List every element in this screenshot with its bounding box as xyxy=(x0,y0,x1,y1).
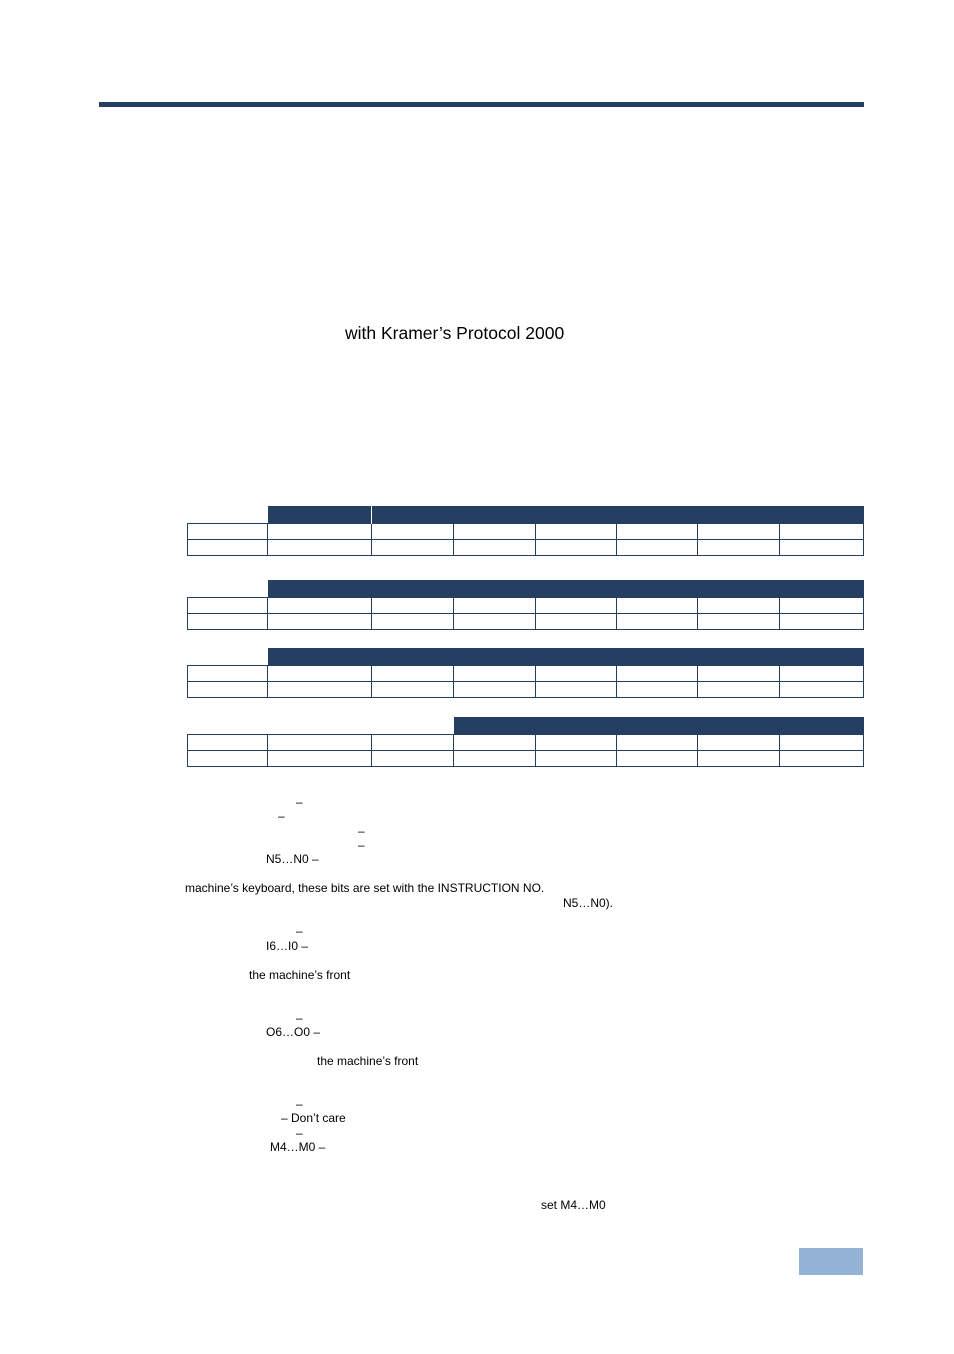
note-text: – xyxy=(296,1126,303,1140)
page-number-tab xyxy=(799,1248,863,1275)
note-text: – xyxy=(296,795,303,809)
note-text: I6…I0 – xyxy=(266,939,309,953)
note-text: N5…N0). xyxy=(563,896,614,910)
note-text: – xyxy=(358,824,365,838)
note-text: – Don’t care xyxy=(281,1111,346,1125)
note-text: N5…N0 – xyxy=(266,852,319,866)
byte-1-table xyxy=(187,506,864,556)
note-text: – xyxy=(278,809,285,823)
table-row xyxy=(188,614,864,630)
note-text: – xyxy=(296,924,303,938)
note-text: – xyxy=(296,1011,303,1025)
byte-3-table xyxy=(187,648,864,698)
note-text: – xyxy=(358,838,365,852)
note-text: the machine’s front xyxy=(249,968,351,982)
note-text: M4…M0 – xyxy=(270,1140,326,1154)
note-text: set M4…M0 xyxy=(541,1198,606,1212)
table-row xyxy=(188,598,864,614)
byte-2-table xyxy=(187,580,864,630)
table-row xyxy=(188,524,864,540)
byte-4-table xyxy=(187,717,864,767)
table-row xyxy=(188,735,864,751)
section-subtitle: with Kramer’s Protocol 2000 xyxy=(345,323,565,343)
header-rule xyxy=(99,102,864,107)
note-text: – xyxy=(296,1097,303,1111)
note-text: machine’s keyboard, these bits are set with the INSTRUCTION NO. xyxy=(185,881,545,895)
table-row xyxy=(188,666,864,682)
table-row xyxy=(188,751,864,767)
note-text: the machine’s front xyxy=(317,1054,419,1068)
note-text: O6…O0 – xyxy=(266,1025,321,1039)
table-row xyxy=(188,682,864,698)
table-row xyxy=(188,540,864,556)
